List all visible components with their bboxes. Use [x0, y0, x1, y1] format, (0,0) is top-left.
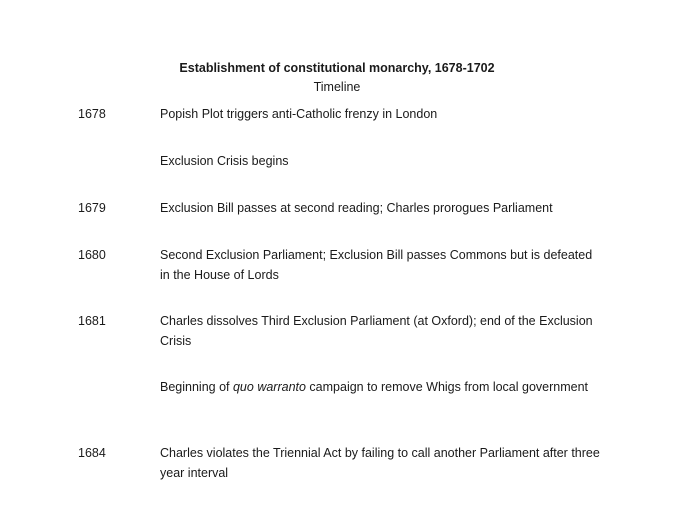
timeline-year: 1684: [78, 446, 106, 460]
document-subtitle: Timeline: [313, 80, 361, 94]
timeline-event: Charles violates the Triennial Act by failing to call another Parliament after three year interval: [160, 446, 600, 480]
timeline-event: Charles dissolves Third Exclusion Parliament (at Oxford); end of the Exclusion Crisis: [160, 314, 593, 348]
timeline-event: Exclusion Bill passes at second reading; Charles prorogues Parliament: [160, 201, 553, 215]
document-title: Establishment of constitutional monarchy, 1678-1702: [179, 61, 495, 75]
timeline-event: [160, 378, 605, 398]
timeline-year: 1678: [78, 107, 106, 121]
event-text: Beginning of: [160, 380, 233, 394]
timeline-year: 1679: [78, 201, 106, 215]
timeline-event: Popish Plot triggers anti-Catholic frenzy in London: [160, 107, 438, 121]
timeline-year: 1681: [78, 314, 106, 328]
timeline-year: 1680: [78, 248, 106, 262]
timeline-event: Exclusion Crisis begins: [160, 154, 289, 168]
timeline-event: Second Exclusion Parliament; Exclusion Bill passes Commons but is defeated in the House of Lords: [160, 248, 593, 282]
event-italic-term: quo warranto: [232, 380, 306, 394]
event-text: campaign to remove Whigs from local government: [305, 380, 589, 394]
